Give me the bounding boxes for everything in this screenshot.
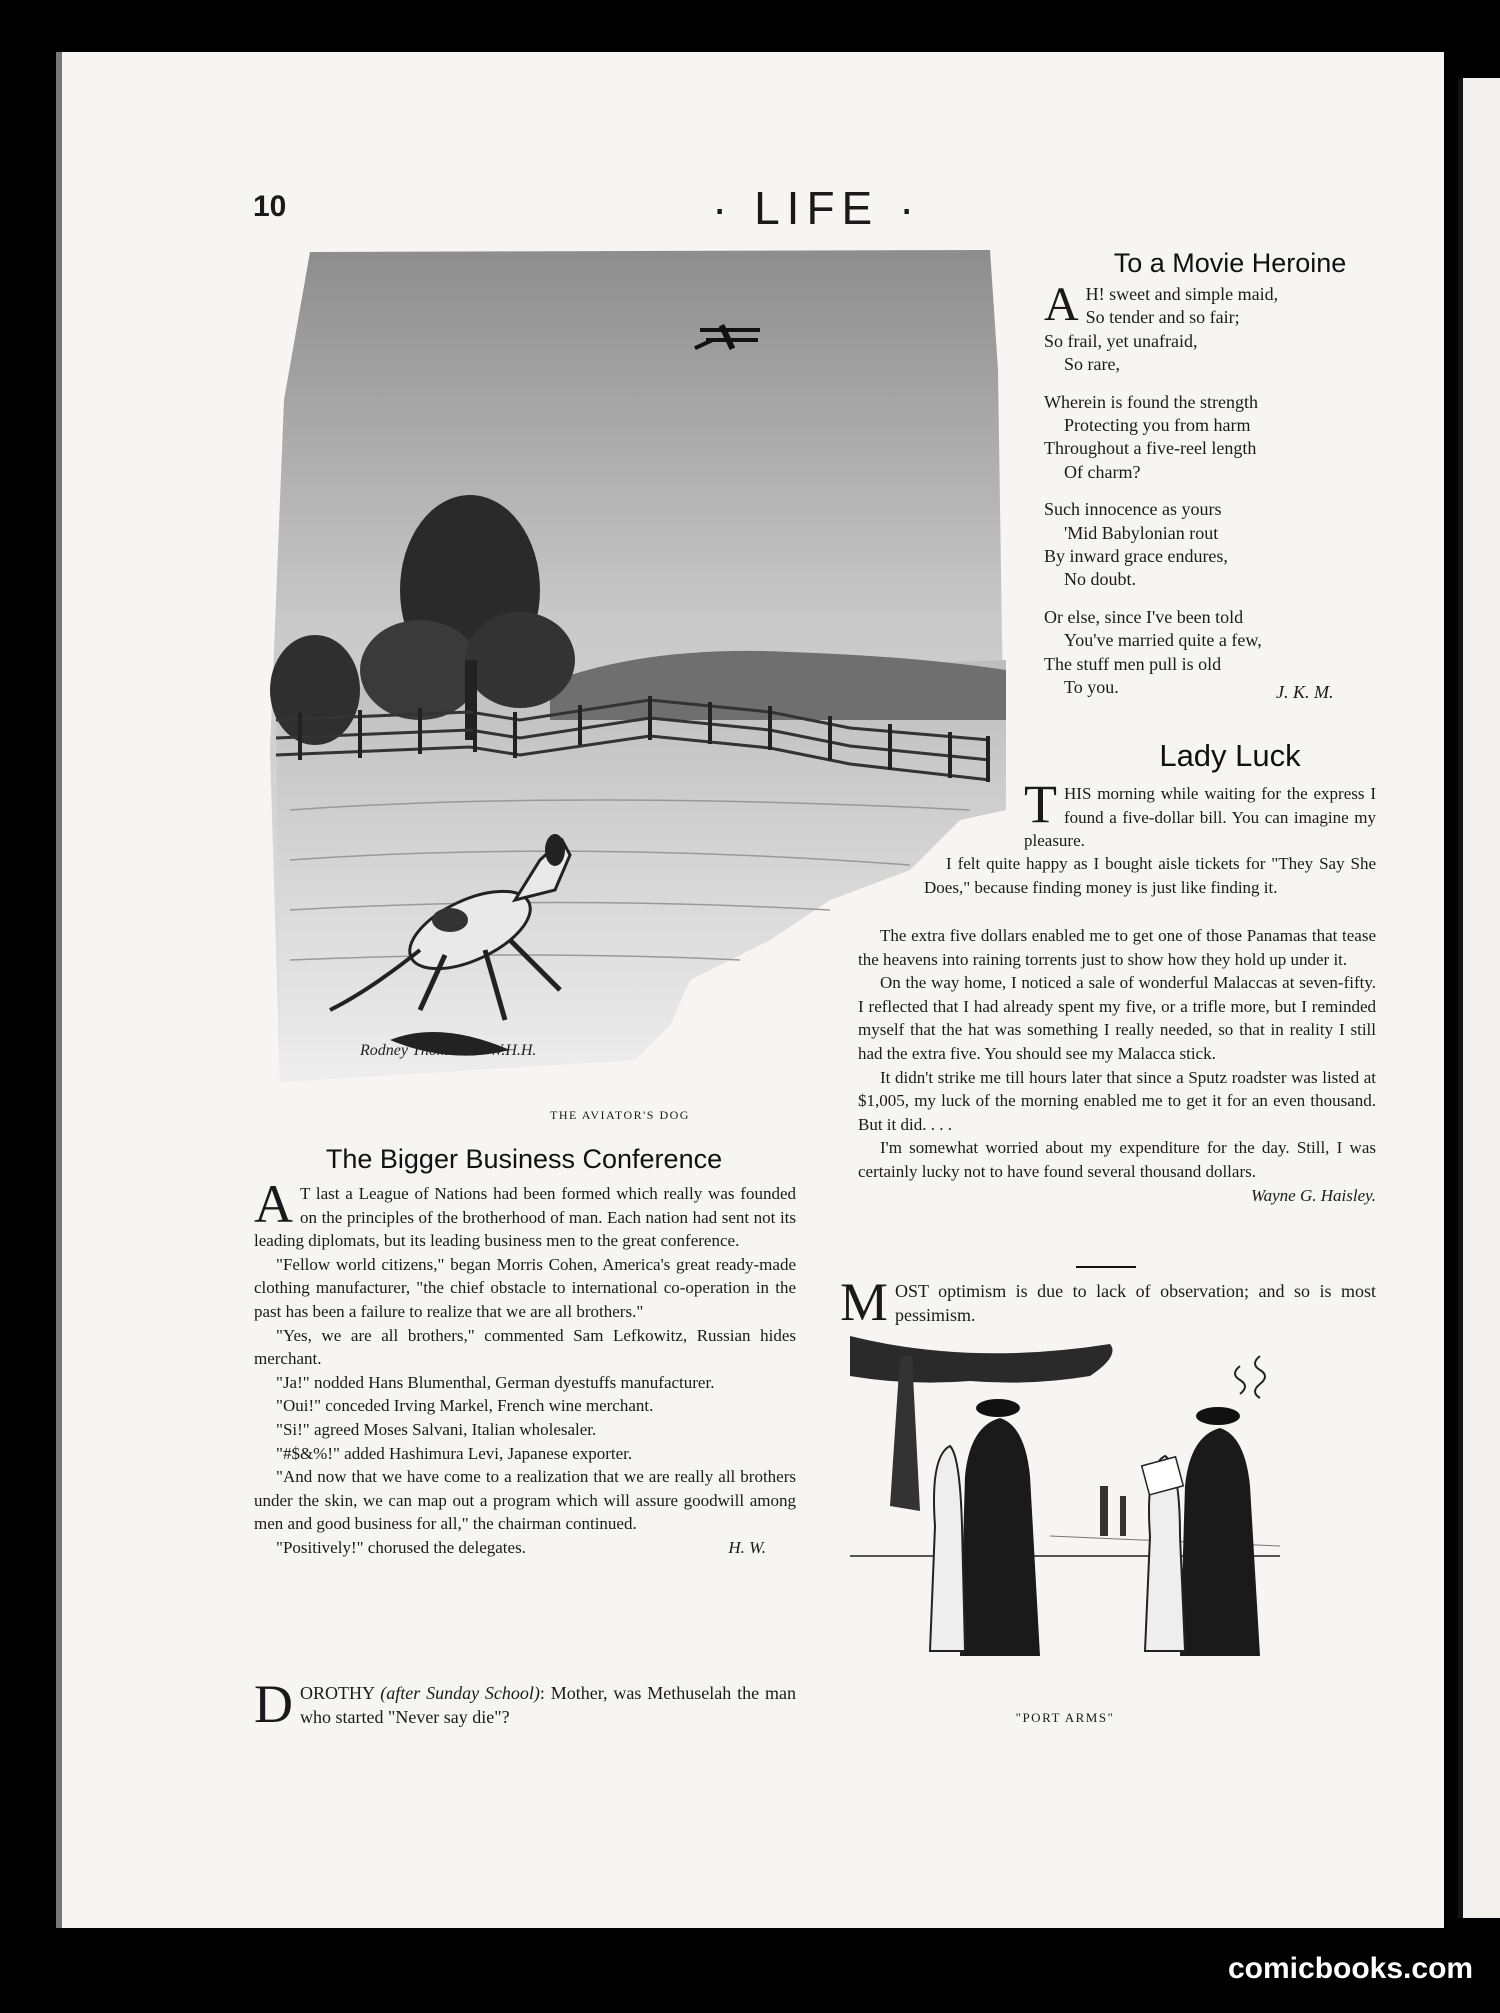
dropcap: D [254, 1674, 293, 1734]
poem-line: By inward grace endures, [1044, 546, 1228, 567]
page-gutter [56, 52, 62, 1928]
paragraph: "Ja!" nodded Hans Blumenthal, German dyestuffs manufacturer. [276, 1372, 715, 1392]
lady-luck-body [858, 924, 1376, 1207]
paragraph: "And now that we have come to a realization that we are really all brothers under the skin, we can map out a program which will assure goodwill among men and good business for all," the chairman continued. [254, 1467, 796, 1534]
page-number: 10 [253, 190, 287, 223]
dorothy-italic: (after Sunday School) [380, 1683, 540, 1703]
dropcap: A [1044, 278, 1079, 331]
paragraph: T last a League of Nations had been formed which really was founded on the principles of the brotherhood of man. Each nation had sent not its leading diplomats, but its leading business men to the great conference. [254, 1184, 796, 1251]
paragraph: "Si!" agreed Moses Salvani, Italian wholesaler. [276, 1419, 597, 1439]
lady-luck-signature: Wayne G. Haisley. [1251, 1185, 1376, 1205]
stanza [1044, 498, 1364, 592]
artist-signature: Rodney Thomson + W.H.H. [360, 1042, 537, 1059]
paragraph: "Yes, we are all brothers," commented Sam Lefkowitz, Russian hides merchant. [254, 1325, 796, 1369]
lady-luck-intro [1024, 774, 1376, 853]
poem-line: So rare, [1064, 354, 1120, 375]
paragraph: "Positively!" chorused the delegates. [276, 1537, 526, 1557]
poem-line: You've married quite a few, [1064, 630, 1262, 651]
dorothy-rest: : Mother, was Methuselah the man who started "Never say die"? [300, 1683, 796, 1727]
dropcap: T [1024, 774, 1057, 834]
masthead-title: · LIFE · [712, 182, 922, 234]
paragraph: HIS morning while waiting for the express I found a five-dollar bill. You can imagine my pleasure. [1024, 784, 1376, 851]
poem-line: 'Mid Babylonian rout [1064, 522, 1219, 543]
poem-line: H! sweet and simple maid, [1085, 284, 1279, 304]
poem-line: Wherein is found the strength [1044, 391, 1258, 412]
poem-line: The stuff men pull is old [1044, 653, 1222, 674]
bigger-business-signature: H. W. [728, 1537, 766, 1557]
paragraph: On the way home, I noticed a sale of wonderful Malaccas at seven-fifty. I reflected that I had already spent my five, or a trifle more, but I reminded myself that the hat was something I really needed, so that in reality I still had the extra five. You should see my Malacca stick. [858, 973, 1376, 1063]
poem-line: Throughout a five-reel length [1044, 438, 1257, 459]
port-arms-illustration [850, 1336, 1280, 1666]
optimism-paragraph [840, 1272, 1376, 1332]
movie-heroine-signature: J. K. M. [1276, 682, 1334, 702]
next-page-edge [1458, 78, 1500, 1918]
lady-luck-title: Lady Luck [1159, 738, 1301, 773]
paragraph: "#$&%!" added Hashimura Levi, Japanese exporter. [276, 1443, 633, 1463]
port-arms-caption: "PORT ARMS" [1015, 1710, 1115, 1725]
aviators-dog-caption: THE AVIATOR'S DOG [550, 1108, 690, 1122]
paragraph: I'm somewhat worried about my expenditure for the day. Still, I was certainly lucky not to have found several thousand dollars. [858, 1138, 1376, 1181]
dropcap: A [254, 1174, 293, 1234]
stanza [1044, 391, 1364, 485]
poem-line: Such innocence as yours [1044, 499, 1222, 520]
poem-line: Or else, since I've been told [1044, 606, 1244, 627]
paragraph: The extra five dollars enabled me to get one of those Panamas that tease the heavens into raining torrents just to show how they hold up under it. [858, 926, 1376, 969]
paragraph: "Oui!" conceded Irving Markel, French wine merchant. [276, 1396, 654, 1416]
dorothy-prefix: OROTHY [300, 1683, 381, 1703]
section-divider [1076, 1266, 1136, 1268]
dropcap: M [840, 1272, 889, 1332]
poem-line: Protecting you from harm [1064, 415, 1251, 436]
bigger-business-title: The Bigger Business Conference [325, 1144, 723, 1174]
poem-line: Of charm? [1064, 461, 1141, 482]
dorothy-paragraph [254, 1674, 796, 1734]
poem-line: To you. [1064, 677, 1119, 698]
paragraph: I felt quite happy as I bought aisle tickets for "They Say She Does," because finding money is just like finding it. [924, 854, 1376, 897]
movie-heroine-poem [1044, 278, 1364, 714]
poem-line: So frail, yet unafraid, [1044, 330, 1198, 351]
watermark: comicbooks.com [1228, 1952, 1474, 1985]
paragraph: It didn't strike me till hours later that since a Sputz roadster was listed at $1,005, my luck of the morning enabled me to get it for an even thousand. But it did. . . . [858, 1067, 1376, 1134]
paragraph: "Fellow world citizens," began Morris Cohen, America's great ready-made clothing manufacturer, "the chief obstacle to international co-operation in the past has been a failure to realize that we are all brothers." [254, 1254, 796, 1321]
lady-luck-paragraph-2 [924, 852, 1376, 899]
stanza [1044, 278, 1364, 377]
poem-line: No doubt. [1064, 569, 1136, 590]
bigger-business-body [254, 1174, 796, 1560]
optimism-text: OST optimism is due to lack of observation; and so is most pessimism. [895, 1281, 1376, 1325]
movie-heroine-title: To a Movie Heroine [1113, 248, 1347, 278]
poem-line: So tender and so fair; [1085, 307, 1240, 328]
